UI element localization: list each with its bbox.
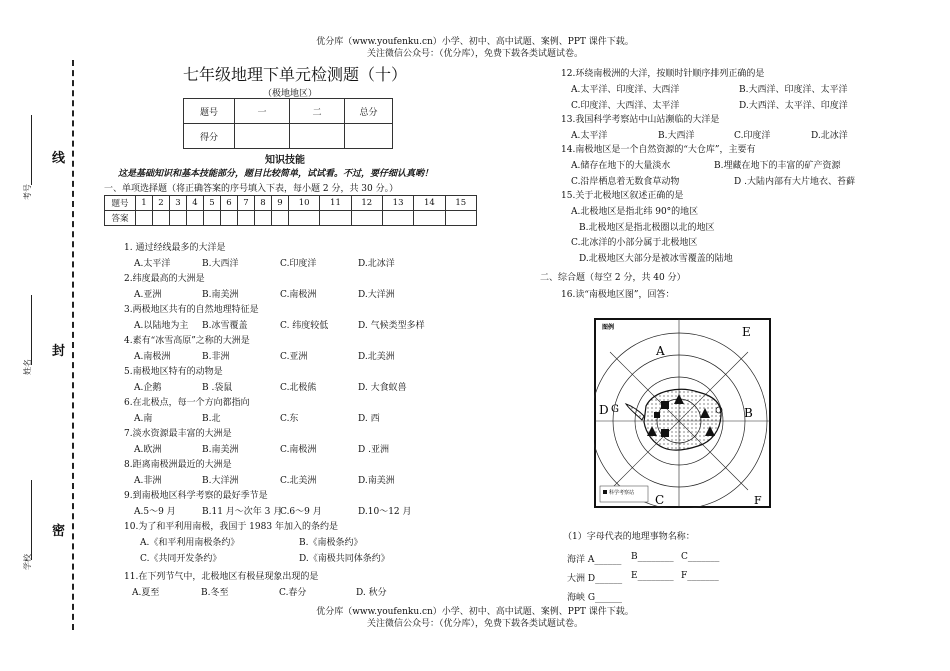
answer-num: 15 — [445, 196, 476, 211]
answer-cell[interactable] — [320, 211, 351, 226]
part1-title: 一、单项选择题（将正确答案的序号填入下表，每小题 2 分，共 30 分。） — [104, 184, 399, 194]
question-4 — [124, 335, 484, 366]
option[interactable]: A.南 — [134, 414, 153, 424]
research-station-marker — [661, 401, 669, 409]
blank-ocean-a[interactable]: 海洋 A______ — [567, 555, 622, 565]
question-stem: 15.关于北极地区叙述正确的是 — [561, 191, 684, 201]
option[interactable]: B.《南极条约》 — [299, 538, 363, 548]
option[interactable]: B.大洋洲 — [202, 476, 239, 486]
margin-word-line: 线 — [52, 151, 66, 166]
answer-cell[interactable] — [204, 211, 221, 226]
answer-cell[interactable] — [272, 211, 289, 226]
option[interactable]: D.北极地区大部分是被冰雪覆盖的陆地 — [579, 253, 733, 264]
question-1 — [124, 242, 484, 273]
legend-station-icon — [603, 490, 607, 494]
page-header — [0, 36, 950, 60]
blank-continent-e[interactable]: E________ — [631, 571, 674, 581]
exam-subtitle: （极地地区） — [262, 89, 317, 99]
option[interactable]: A.欧洲 — [134, 445, 162, 455]
legend-top-label: 图例 — [602, 324, 615, 331]
option[interactable]: B.埋藏在地下的丰富的矿产资源 — [714, 161, 841, 171]
score-head-part1: 一 — [235, 99, 290, 124]
score-cell-total[interactable] — [345, 124, 393, 149]
map-label-g: G — [611, 404, 619, 415]
map-label-b: B — [744, 406, 753, 420]
question-stem: 3.两极地区共有的自然地理特征是 — [124, 305, 259, 315]
option[interactable]: B.冬至 — [201, 588, 229, 598]
option[interactable]: A.企鹅 — [134, 383, 162, 393]
question-stem: 9.到南极地区科学考察的最好季节是 — [124, 491, 268, 501]
fill-blank-area — [567, 550, 867, 607]
answer-head-label: 题号 — [105, 196, 136, 211]
option[interactable]: D. 秋分 — [356, 588, 387, 598]
score-head-part2: 二 — [290, 99, 345, 124]
question-stem: 6.在北极点，每一个方向都指向 — [124, 398, 250, 408]
question-stem: 10.为了和平利用南极，我国于 1983 年加入的条约是 — [124, 522, 338, 532]
option[interactable]: C.春分 — [279, 588, 307, 598]
label-exam-number: 考号 — [23, 184, 32, 200]
question-15 — [561, 190, 901, 264]
answer-num: 12 — [351, 196, 382, 211]
section-intro: 这是基础知识和基本技能部分，题目比较简单，试试看。不过，要仔细认真哟！ — [118, 169, 434, 179]
answer-cell[interactable] — [187, 211, 204, 226]
option[interactable]: B.非洲 — [202, 352, 230, 362]
question-stem: 8.距离南极洲最近的大洲是 — [124, 460, 232, 470]
question-14 — [561, 144, 901, 187]
question-10 — [124, 521, 504, 564]
score-cell-part1[interactable] — [235, 124, 290, 149]
option[interactable]: A.太平洋 — [134, 259, 171, 269]
answer-cell[interactable] — [445, 211, 476, 226]
option[interactable]: A.北极地区是指北纬 90°的地区 — [571, 207, 699, 217]
option[interactable]: D.大西洋、太平洋、印度洋 — [739, 100, 848, 111]
binding-dashed-line — [72, 60, 74, 630]
answer-cell[interactable] — [382, 211, 413, 226]
option[interactable]: A.太平洋 — [571, 131, 608, 141]
question-stem: 13.我国科学考察站中山站濒临的大洋是 — [561, 115, 720, 125]
option[interactable]: D. 西 — [358, 414, 380, 424]
option[interactable]: B.11 月～次年 3 月 — [202, 507, 283, 517]
question-stem: 11.在下列节气中，北极地区有极昼现象出现的是 — [124, 572, 319, 582]
answer-num: 9 — [272, 196, 289, 211]
option[interactable]: B.大西洋 — [202, 259, 239, 269]
label-name: 姓名 — [23, 359, 32, 375]
answer-cell[interactable] — [255, 211, 272, 226]
answer-num: 14 — [414, 196, 445, 211]
blank-ocean-c[interactable]: C_______ — [681, 552, 720, 562]
questions-left — [124, 242, 484, 521]
score-table — [183, 98, 393, 149]
option[interactable]: D.10～12 月 — [358, 507, 412, 517]
question-3 — [124, 304, 484, 335]
exam-number-blank[interactable] — [31, 115, 32, 185]
answer-cell[interactable] — [136, 211, 153, 226]
option[interactable]: A.亚洲 — [134, 290, 162, 300]
answer-num: 1 — [136, 196, 153, 211]
blank-strait-g[interactable]: 海峡 G______ — [567, 593, 623, 603]
research-station-marker — [661, 429, 669, 437]
part2-title: 二、综合题（每空 2 分，共 40 分） — [540, 273, 686, 283]
legend-bottom-label: 科学考察站 — [609, 490, 635, 496]
map-label-a: A — [656, 344, 665, 358]
question-12 — [561, 68, 901, 111]
map-label-f: F — [754, 494, 762, 507]
option[interactable]: C.印度洋 — [280, 259, 317, 269]
option[interactable]: B.南美洲 — [202, 290, 239, 300]
option[interactable]: D.大洋洲 — [358, 290, 395, 300]
option[interactable]: D .亚洲 — [358, 445, 389, 455]
option[interactable]: C.北美洲 — [280, 476, 317, 486]
option[interactable]: C.印度洋、大西洋、太平洋 — [571, 100, 680, 111]
footer-line-2: 关注微信公众号：（优分库），免费下载各类试题试卷。 — [366, 619, 583, 629]
option[interactable]: B.大西洋 — [658, 131, 695, 141]
answer-cell[interactable] — [153, 211, 170, 226]
option[interactable]: A.夏至 — [132, 588, 160, 598]
answer-cell[interactable] — [221, 211, 238, 226]
answer-num: 4 — [187, 196, 204, 211]
option[interactable]: A.南极洲 — [134, 352, 171, 362]
margin-word-close: 密 — [52, 524, 66, 539]
option[interactable]: B.南美洲 — [202, 445, 239, 455]
answer-cell[interactable] — [289, 211, 320, 226]
score-head-number: 题号 — [184, 99, 235, 124]
answer-cell[interactable] — [351, 211, 382, 226]
option[interactable]: C.《共同开发条约》 — [140, 553, 222, 564]
score-cell-part2[interactable] — [290, 124, 345, 149]
question-stem: 12.环绕南极洲的大洋，按顺时针顺序排列正确的是 — [561, 69, 765, 79]
header-line-1: 优分库（www.youfenku.cn）小学、初中、高中试题、案例、PPT 课件下载。 — [316, 37, 634, 47]
question-stem: 2.纬度最高的大洲是 — [124, 274, 205, 284]
option[interactable]: C.南极洲 — [280, 445, 317, 455]
answer-num: 13 — [382, 196, 413, 211]
option[interactable]: C.北极熊 — [280, 383, 317, 393]
option[interactable]: C.亚洲 — [280, 352, 308, 362]
option[interactable]: D. 气候类型多样 — [358, 321, 425, 331]
option[interactable]: A.储存在地下的大量淡水 — [571, 161, 671, 171]
option[interactable]: D.北冰洋 — [811, 131, 848, 141]
answer-num: 11 — [320, 196, 351, 211]
question-stem: 7.淡水资源最丰富的大洲是 — [124, 429, 232, 439]
antarctic-map — [594, 318, 771, 508]
option[interactable]: C.印度洋 — [734, 131, 771, 141]
header-line-2: 关注微信公众号：（优分库），免费下载各类试题试卷。 — [366, 49, 583, 59]
school-blank[interactable] — [31, 480, 32, 560]
option[interactable]: D.北冰洋 — [358, 259, 395, 269]
option[interactable]: C.6～9 月 — [280, 507, 322, 517]
answer-row-label: 答案 — [105, 211, 136, 226]
question-5 — [124, 366, 484, 397]
research-station-marker — [654, 412, 660, 418]
footer-line-1: 优分库（www.youfenku.cn）小学、初中、高中试题、案例、PPT 课件下载。 — [316, 607, 634, 617]
exam-title: 七年级地理下单元检测题（十） — [182, 65, 407, 84]
question-9 — [124, 490, 484, 521]
answer-num: 6 — [221, 196, 238, 211]
answer-num: 2 — [153, 196, 170, 211]
option[interactable]: A.非洲 — [134, 476, 162, 486]
score-label: 得分 — [184, 124, 235, 149]
option[interactable]: D .大陆内部有大片地衣、苔藓 — [734, 176, 855, 187]
question-16-stem: 16.读“南极地区图”，回答： — [561, 290, 675, 300]
page-footer — [0, 606, 950, 630]
option[interactable]: B.北极地区是指北极圈以北的地区 — [579, 222, 715, 233]
option[interactable]: C.北冰洋的小部分属于北极地区 — [571, 238, 698, 248]
blank-continent-d[interactable]: 大洲 D______ — [567, 574, 623, 584]
option[interactable]: A.《和平利用南极条约》 — [140, 538, 240, 548]
question-7 — [124, 428, 484, 459]
map-label-d: D — [599, 403, 609, 417]
name-blank[interactable] — [31, 295, 32, 365]
section-title: 知识技能 — [265, 155, 305, 166]
option[interactable]: B .袋鼠 — [202, 383, 233, 393]
option[interactable]: C.南极洲 — [280, 290, 317, 300]
option[interactable]: A.太平洋、印度洋、大西洋 — [571, 85, 680, 95]
question-8 — [124, 459, 484, 490]
option[interactable]: B.冰雪覆盖 — [202, 321, 248, 331]
option[interactable]: C.沿岸栖息着无数食草动物 — [571, 176, 680, 187]
answer-num: 10 — [289, 196, 320, 211]
answer-cell[interactable] — [170, 211, 187, 226]
answer-cell[interactable] — [238, 211, 255, 226]
question-2 — [124, 273, 484, 304]
answer-num: 8 — [255, 196, 272, 211]
blank-continent-f[interactable]: F_______ — [681, 571, 719, 581]
margin-word-seal: 封 — [52, 344, 66, 359]
answer-num: 5 — [204, 196, 221, 211]
option[interactable]: D.南美洲 — [358, 476, 395, 486]
blank-ocean-b[interactable]: B________ — [631, 552, 674, 562]
option[interactable]: C.东 — [280, 414, 299, 424]
question-stem: 14.南极地区是一个自然资源的“大仓库”，主要有 — [561, 145, 756, 155]
answer-num: 7 — [238, 196, 255, 211]
option[interactable]: A.以陆地为主 — [134, 321, 189, 331]
score-head-total: 总分 — [345, 99, 393, 124]
subquestion-1: （1）字母代表的地理事物名称： — [563, 532, 695, 542]
label-school: 学校 — [23, 554, 32, 570]
question-13 — [561, 114, 901, 142]
option[interactable]: D.北美洲 — [358, 352, 395, 362]
question-stem: 5.南极地区特有的动物是 — [124, 367, 223, 377]
answer-table — [104, 195, 477, 226]
question-11 — [124, 571, 504, 599]
map-label-c: C — [655, 493, 665, 507]
option[interactable]: B.大西洋、印度洋、太平洋 — [739, 85, 848, 95]
option[interactable]: D.《南极共同体条约》 — [299, 553, 390, 564]
answer-cell[interactable] — [414, 211, 445, 226]
map-label-e: E — [742, 325, 751, 339]
option[interactable]: D. 大食蚁兽 — [358, 383, 407, 393]
option[interactable]: A.5～9 月 — [134, 507, 176, 517]
question-stem: 1. 通过经线最多的大洋是 — [124, 243, 226, 253]
option[interactable]: C. 纬度较低 — [280, 321, 329, 331]
question-stem: 4.素有“冰雪高原”之称的大洲是 — [124, 336, 250, 346]
question-6 — [124, 397, 484, 428]
answer-num: 3 — [170, 196, 187, 211]
option[interactable]: B.北 — [202, 414, 221, 424]
